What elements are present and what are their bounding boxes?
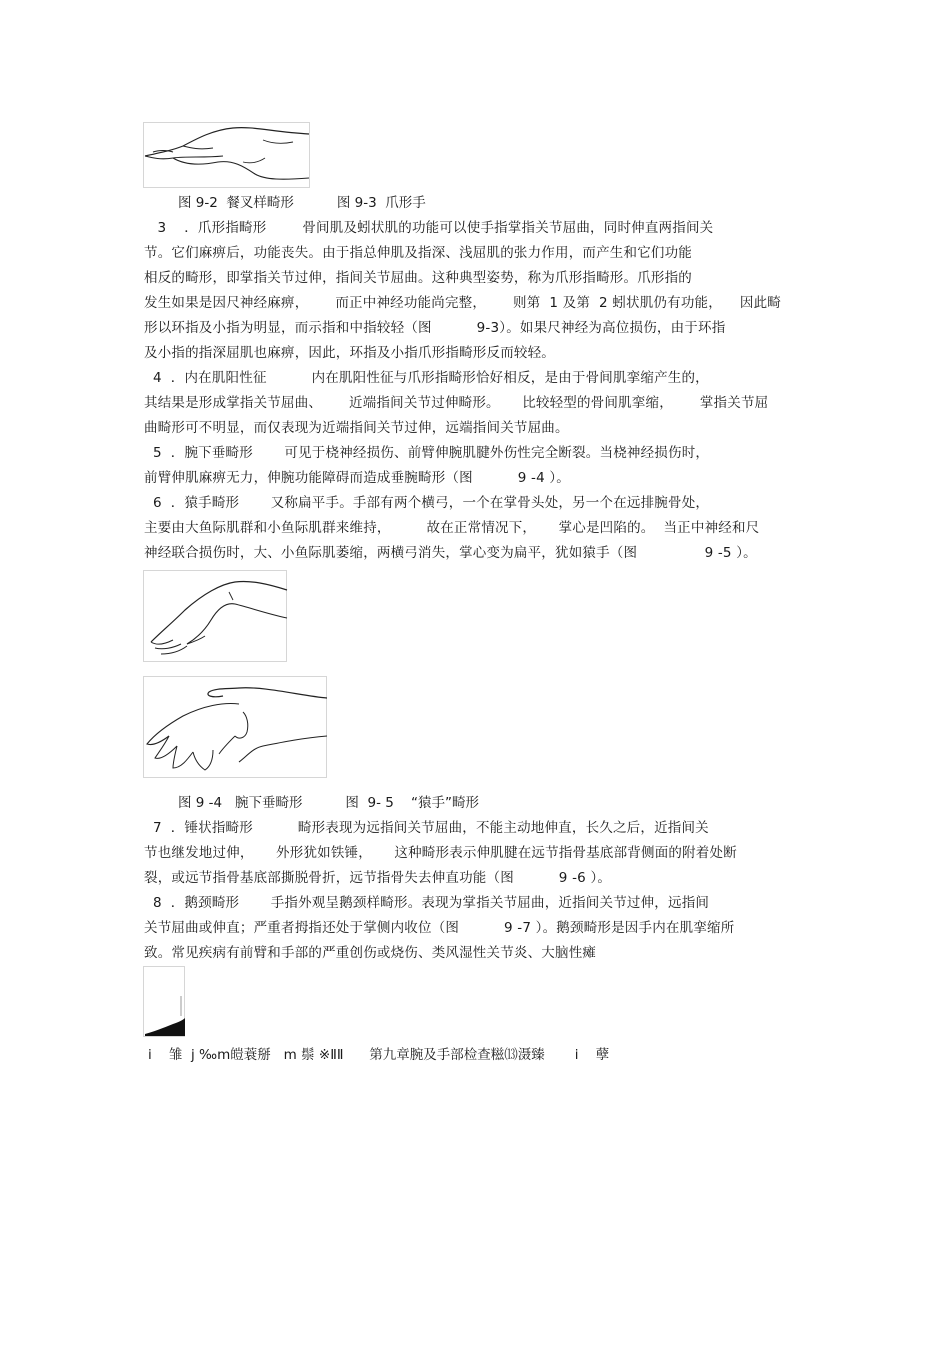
caption-figures-9-2-9-3: 图 9-2 餐叉样畸形 图 9-3 爪形手 bbox=[178, 195, 426, 211]
text-line: 神经联合损伤时，大、小鱼际肌萎缩，两横弓消失，掌心变为扁平，犹如猿手（图 9 -5 ）。 bbox=[144, 545, 757, 561]
page-footer: i 雏 j ‰m皚蓑掰 m 鬃 ※ⅡⅡ 第九章腕及手部检查糍⒀滠臻 i 孽 bbox=[148, 1047, 610, 1063]
caption-figures-9-4-9-5: 图 9 -4 腕下垂畸形 图 9- 5 “猿手”畸形 bbox=[178, 795, 479, 811]
text-line: 3 ．爪形指畸形 骨间肌及蚓状肌的功能可以使手指掌指关节屈曲，同时伸直两指间关 bbox=[144, 220, 714, 236]
text-line: 主要由大鱼际肌群和小鱼际肌群来维持， 故在正常情况下， 掌心是凹陷的。 当正中神经和尺 bbox=[144, 520, 760, 536]
scan-fragment-icon bbox=[143, 966, 186, 1038]
text-line: 其结果是形成掌指关节屈曲、 近端指间关节过伸畸形。 比较轻型的骨间肌挛缩， 掌指关节屈 bbox=[144, 395, 769, 411]
figure-wrist-drop bbox=[143, 570, 288, 662]
text-line: 裂，或远节指骨基底部撕脱骨折，远节指骨失去伸直功能（图 9 -6 ）。 bbox=[144, 870, 612, 886]
text-line: 及小指的指深屈肌也麻痹，因此，环指及小指爪形指畸形反而较轻。 bbox=[144, 345, 555, 361]
text-line: 形以环指及小指为明显，而示指和中指较轻（图 9-3）。如果尺神经为高位损伤，由于环指 bbox=[144, 320, 726, 336]
text-line: 6 ．猿手畸形 又称扁平手。手部有两个横弓，一个在掌骨头处，另一个在远排腕骨处， bbox=[144, 495, 710, 511]
text-line: 相反的畸形，即掌指关节过伸，指间关节屈曲。这种典型姿势，称为爪形指畸形。爪形指的 bbox=[144, 270, 692, 286]
hand-illustration-icon bbox=[143, 122, 311, 188]
text-line: 7 ．锤状指畸形 畸形表现为远指间关节屈曲，不能主动地伸直，长久之后，近指间关 bbox=[144, 820, 709, 836]
text-line: 发生如果是因尺神经麻痹， 而正中神经功能尚完整， 则第 1 及第 2 蚓状肌仍有功能， 因此畸 bbox=[144, 295, 781, 311]
text-line: 4 ．内在肌阳性征 内在肌阳性征与爪形指畸形恰好相反，是由于骨间肌挛缩产生的， bbox=[144, 370, 709, 386]
text-line: 节。它们麻痹后，功能丧失。由于指总伸肌及指深、浅屈肌的张力作用，而产生和它们功能 bbox=[144, 245, 692, 261]
text-line: 致。常见疾病有前臂和手部的严重创伤或烧伤、类风湿性关节炎、大脑性瘫 bbox=[144, 945, 597, 961]
wrist-drop-hand-icon bbox=[143, 570, 288, 662]
ape-hand-icon bbox=[143, 676, 328, 778]
text-line: 5 ．腕下垂畸形 可见于桡神经损伤、前臂伸腕肌腱外伤性完全断裂。当桡神经损伤时， bbox=[144, 445, 710, 461]
figure-fragment bbox=[143, 966, 186, 1038]
figure-claw-hand bbox=[143, 122, 311, 188]
text-line: 关节屈曲或伸直；严重者拇指还处于掌侧内收位（图 9 -7 ）。鹅颈畸形是因手内在肌挛缩所 bbox=[144, 920, 735, 936]
text-line: 曲畸形可不明显，而仅表现为近端指间关节过伸，远端指间关节屈曲。 bbox=[144, 420, 569, 436]
text-line: 节也继发地过伸， 外形犹如铁锤， 这种畸形表示伸肌腱在远节指骨基底部背侧面的附着处断 bbox=[144, 845, 737, 861]
text-line: 8 ．鹅颈畸形 手指外观呈鹅颈样畸形。表现为掌指关节屈曲，近指间关节过伸，远指间 bbox=[144, 895, 710, 911]
figure-ape-hand bbox=[143, 676, 328, 778]
text-line: 前臂伸肌麻痹无力，伸腕功能障碍而造成垂腕畸形（图 9 -4 ）。 bbox=[144, 470, 570, 486]
